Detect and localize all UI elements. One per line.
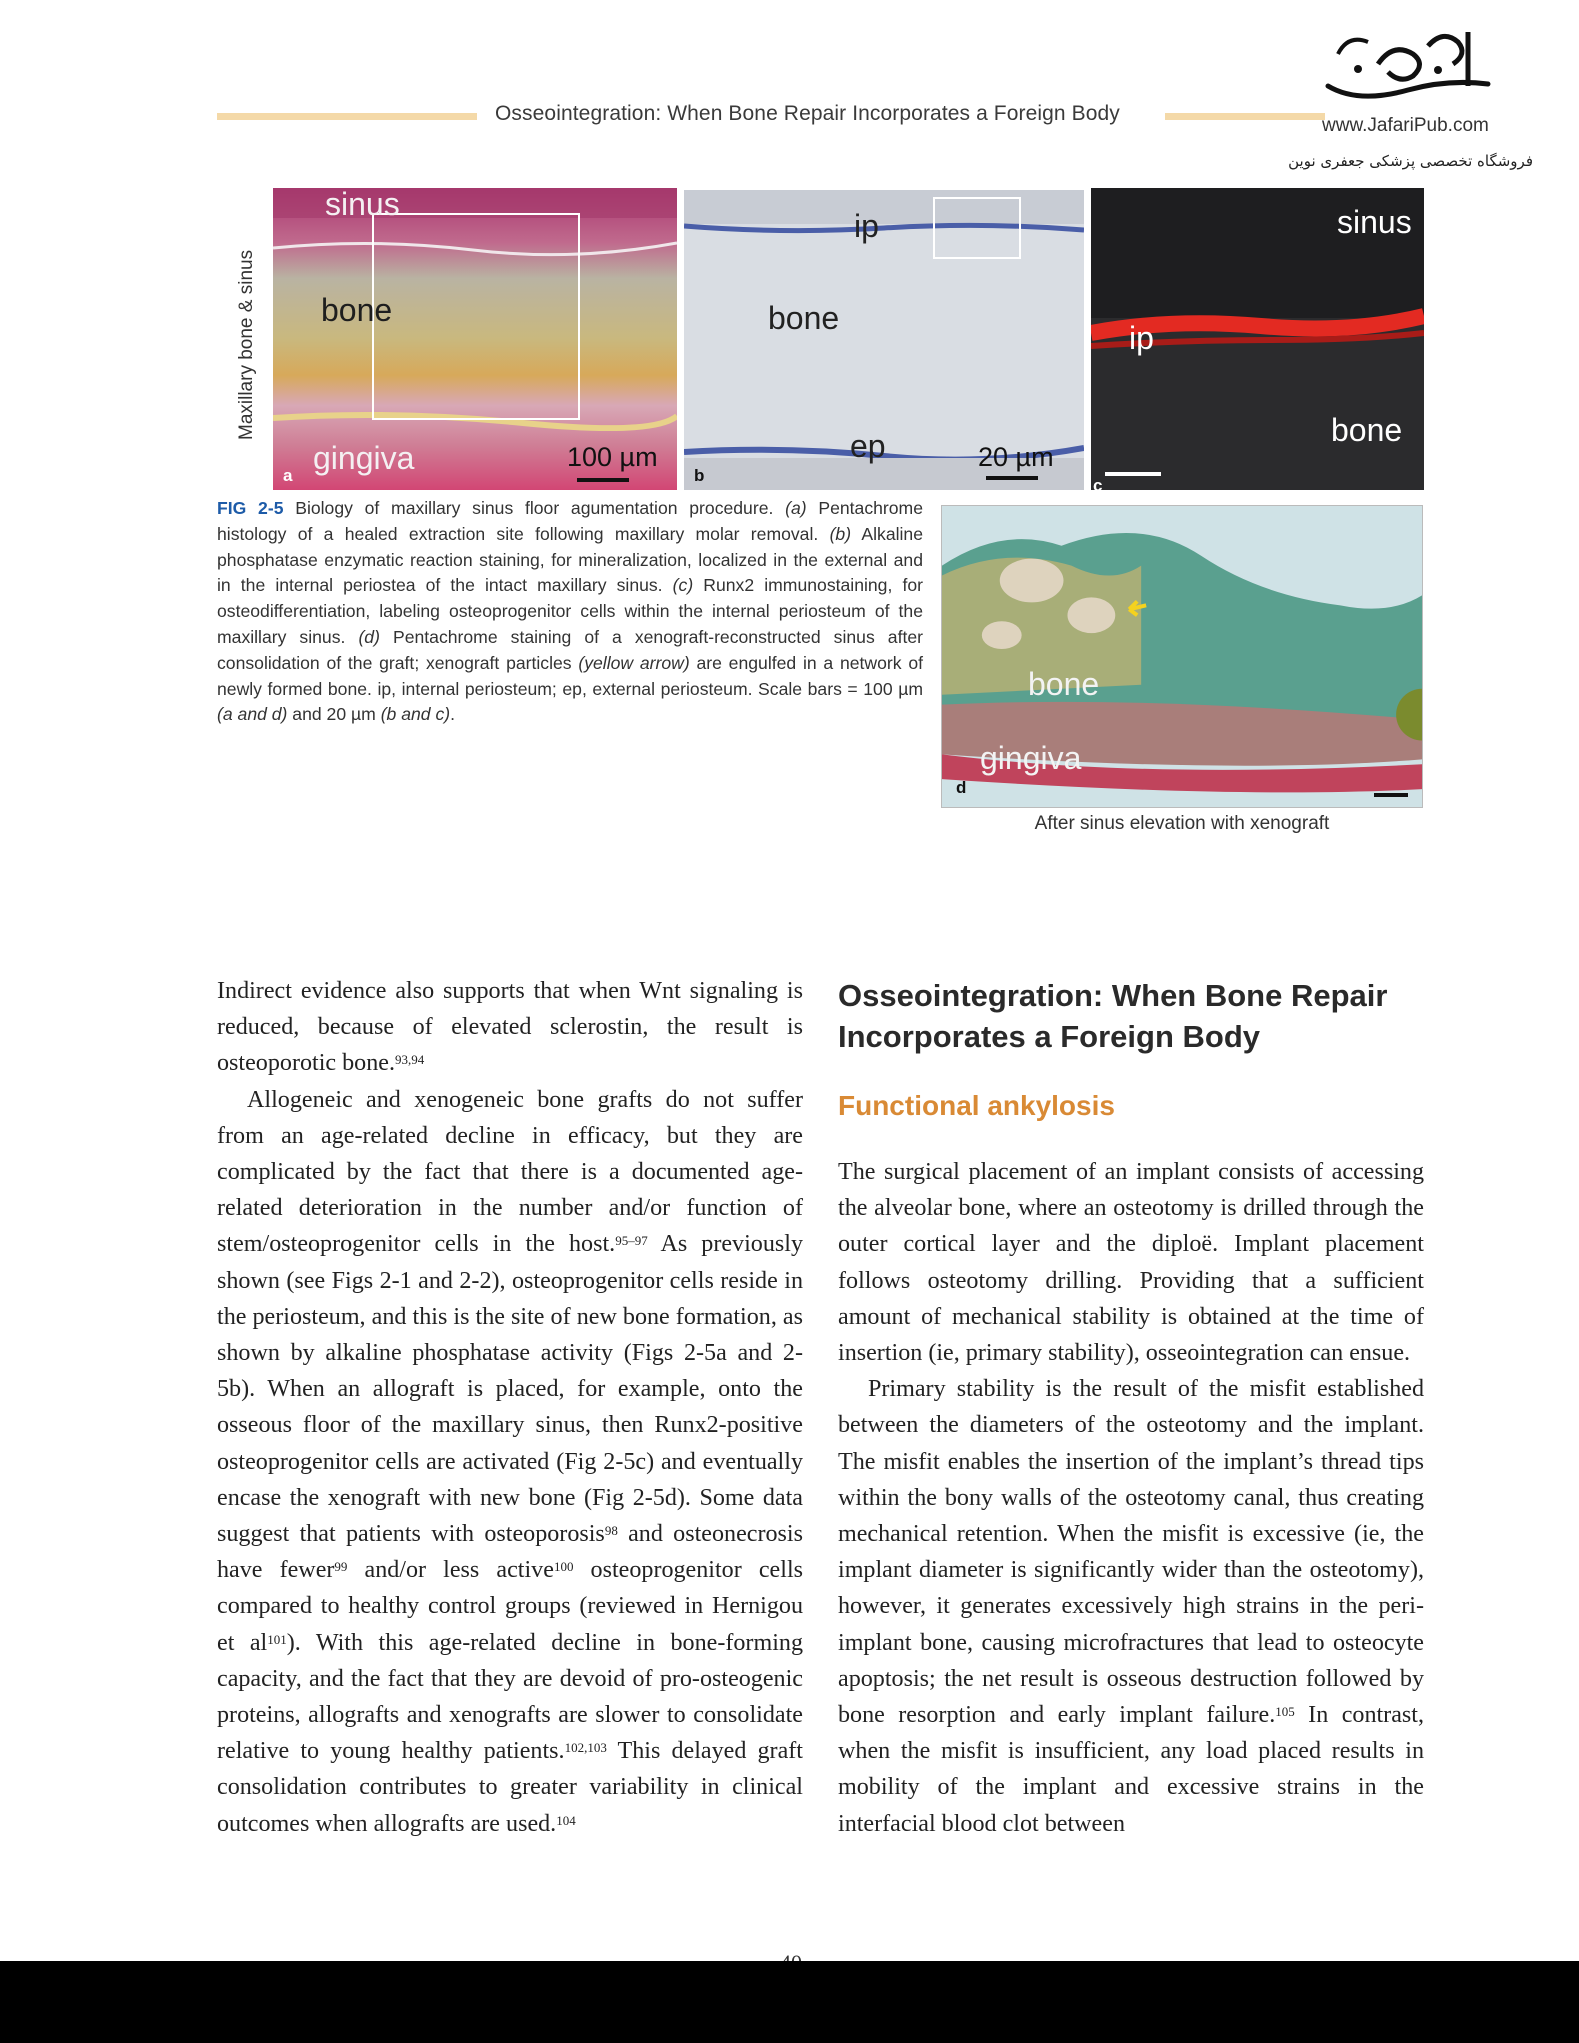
- panel-b-scale-label: 20 µm: [978, 442, 1054, 472]
- paragraph-text: Indirect evidence also supports that when Wnt signaling is reduced, because of elevated sclerostin, the result is osteoporotic bone.: [217, 978, 803, 1077]
- paragraph-text: In contrast, when the misfit is insufficient, any load placed results in mobility of the implant and excessive strains in the interfacial blood clot between: [838, 1702, 1424, 1837]
- paragraph-text: As previously shown (see Figs 2-1 and 2-2), osteoprogenitor cells reside in the periosteum, and this is the site of new bone formation, as shown by alkaline phosphatase activity (Figs 2-5a and 2-5b). When an allograft is placed, for example, onto the osseous floor of the maxillary sinus, then Runx2-positive osteoprogenitor cells are activated (Fig 2-5c) and eventually encase the xenograft with new bone (Fig 2-5d). Some data suggest that patients with osteoporosis: [217, 1231, 803, 1548]
- panel-d-letter: d: [956, 778, 967, 797]
- figure-side-label: Maxillary bone & sinus: [236, 249, 257, 440]
- header-rule-left: [217, 113, 477, 120]
- caption-text: Biology of maxillary sinus floor agumentation procedure.: [283, 498, 786, 518]
- panel-c-scale-bar: [1105, 472, 1161, 476]
- reference-superscript: 93,94: [395, 1052, 425, 1068]
- panel-a-letter: a: [283, 466, 293, 485]
- panel-d-gingiva-label: gingiva: [980, 740, 1082, 776]
- caption-text: Pentachrome staining of a xenograft-reconstructed sinus after consolidation of the graft; xenograft particles: [217, 626, 923, 673]
- section-heading: Osseointegration: When Bone Repair Incorporates a Foreign Body: [838, 978, 1388, 1054]
- figure-caption: [217, 496, 923, 728]
- panel-c-bone-label: bone: [1331, 412, 1403, 448]
- caption-ref-a: (a): [785, 498, 807, 518]
- right-column: [838, 1154, 1424, 1842]
- paragraph-text: ). With this age-related decline in bone-forming capacity, and the fact that they are devoid of pro-osteogenic proteins, allografts and xenografts are slower to consolidate relative to young healthy patients.: [217, 1629, 803, 1765]
- caption-ref-bc: (b and c): [380, 704, 451, 725]
- panel-b-bone-label: bone: [768, 300, 840, 336]
- left-column: [217, 973, 803, 1842]
- figure-number: FIG 2-5: [217, 498, 284, 518]
- panel-a-bone-label: bone: [321, 292, 393, 328]
- bottom-black-bar: [0, 1961, 1579, 2043]
- header-rule-right: [1165, 113, 1325, 120]
- paragraph: [217, 1082, 803, 1842]
- panel-d-caption: After sinus elevation with xenograft: [1034, 813, 1330, 834]
- paragraph: The surgical placement of an implant consists of accessing the alveolar bone, where an osteotomy is drilled through the outer cortical layer and the diploë. Implant placement follows osteotomy drilling. Providing that a sufficient amount of mechanical stability is obtained at the time of insertion (ie, primary stability), osseointegration can ensue.: [838, 1159, 1424, 1367]
- panel-b-ep-label: ep: [850, 428, 886, 464]
- publisher-url: www.JafariPub.com: [1322, 115, 1489, 136]
- paragraph: [217, 973, 803, 1082]
- figure-panel-d: [941, 505, 1423, 808]
- figure-panel-b: [684, 190, 1084, 490]
- figure-panel-c: [1091, 188, 1424, 490]
- panel-c-sinus-label: sinus: [1337, 204, 1412, 240]
- panel-b-ip-label: ip: [854, 208, 879, 244]
- paragraph-text: Primary stability is the result of the misfit established between the diameters of the osteotomy and the implant. The misfit enables the insertion of the implant’s thread tips within the bony walls of the osteotomy canal, thus creating mechanical retention. When the misfit is excessive (ie, the implant diameter is significantly wider than the osteotomy), however, it generates excessively high strains in the peri-implant bone, causing microfractures that lead to osteocyte apoptosis; the net result is osseous destruction followed by bone resorption and early implant failure.: [838, 1376, 1424, 1729]
- panel-a-gingiva-label: gingiva: [313, 440, 415, 476]
- reference-superscript: 95–97: [615, 1233, 648, 1249]
- paragraph-text: Allogeneic and xenogeneic bone grafts do not suffer from an age-related decline in efficacy, but they are complicated by the fact that there is a documented age-related deterioration in the number and/or function of stem/osteoprogenitor cells in the host.: [217, 1086, 803, 1258]
- caption-text: Runx2 immunostaining, for osteodifferentiation, labeling osteoprogenitor cells within the internal periosteum of the maxillary sinus.: [217, 575, 923, 647]
- caption-text: and 20 µm: [287, 704, 381, 725]
- reference-superscript: 99: [334, 1559, 348, 1575]
- figure-panel-a: [273, 188, 677, 490]
- panel-a-scale-label: 100 µm: [567, 442, 658, 472]
- panel-b-scale-bar: [986, 476, 1038, 480]
- caption-text: .: [450, 704, 456, 725]
- panel-b-letter: b: [694, 466, 705, 485]
- panel-c-letter: c: [1093, 476, 1103, 490]
- caption-text: Alkaline phosphatase enzymatic reaction staining, for mineralization, localized in the external and in the internal periostea of the intact maxillary sinus.: [217, 523, 924, 596]
- panel-d-scale-bar: [1374, 793, 1408, 797]
- paragraph-text: and/or less active: [347, 1557, 554, 1584]
- caption-text: are engulfed in a network of newly formed bone. ip, internal periosteum; ep, external periosteum. Scale bars = 100 µm: [217, 652, 923, 699]
- reference-superscript: 100: [553, 1559, 574, 1575]
- subsection-heading: Functional ankylosis: [838, 1090, 1115, 1121]
- caption-ref-b: (b): [829, 523, 852, 544]
- reference-superscript: 105: [1275, 1704, 1295, 1720]
- panel-c-ip-label: ip: [1129, 320, 1154, 356]
- caption-ref-c: (c): [672, 575, 694, 596]
- reference-superscript: 102,103: [564, 1740, 607, 1756]
- caption-text: Pentachrome histology of a healed extraction site following maxillary molar removal.: [217, 498, 923, 544]
- panel-a-scale-bar: [577, 478, 629, 482]
- paragraph-text: osteoprogenitor cells compared to healthy control groups (reviewed in Hernigou et al: [217, 1557, 804, 1656]
- caption-ref-ad: (a and d): [217, 704, 288, 725]
- publisher-logo: [1318, 24, 1503, 116]
- paragraph-text: and osteonecrosis have fewer: [217, 1521, 803, 1584]
- panel-d-bone-label: bone: [1028, 666, 1100, 702]
- publisher-tagline: فروشگاه تخصصی پزشکی جعفری نوین: [1288, 152, 1533, 170]
- reference-superscript: 98: [604, 1523, 618, 1539]
- reference-superscript: 101: [267, 1631, 287, 1647]
- running-head: Osseointegration: When Bone Repair Incorporates a Foreign Body: [495, 102, 1120, 125]
- panel-a-sinus-label: sinus: [325, 188, 400, 222]
- caption-ref-arrow: (yellow arrow): [578, 652, 690, 673]
- caption-ref-d: (d): [358, 626, 380, 647]
- reference-superscript: 104: [556, 1812, 576, 1828]
- paragraph: [838, 1371, 1424, 1842]
- paragraph-text: This delayed graft consolidation contributes to greater variability in clinical outcomes when allografts are used.: [217, 1738, 803, 1837]
